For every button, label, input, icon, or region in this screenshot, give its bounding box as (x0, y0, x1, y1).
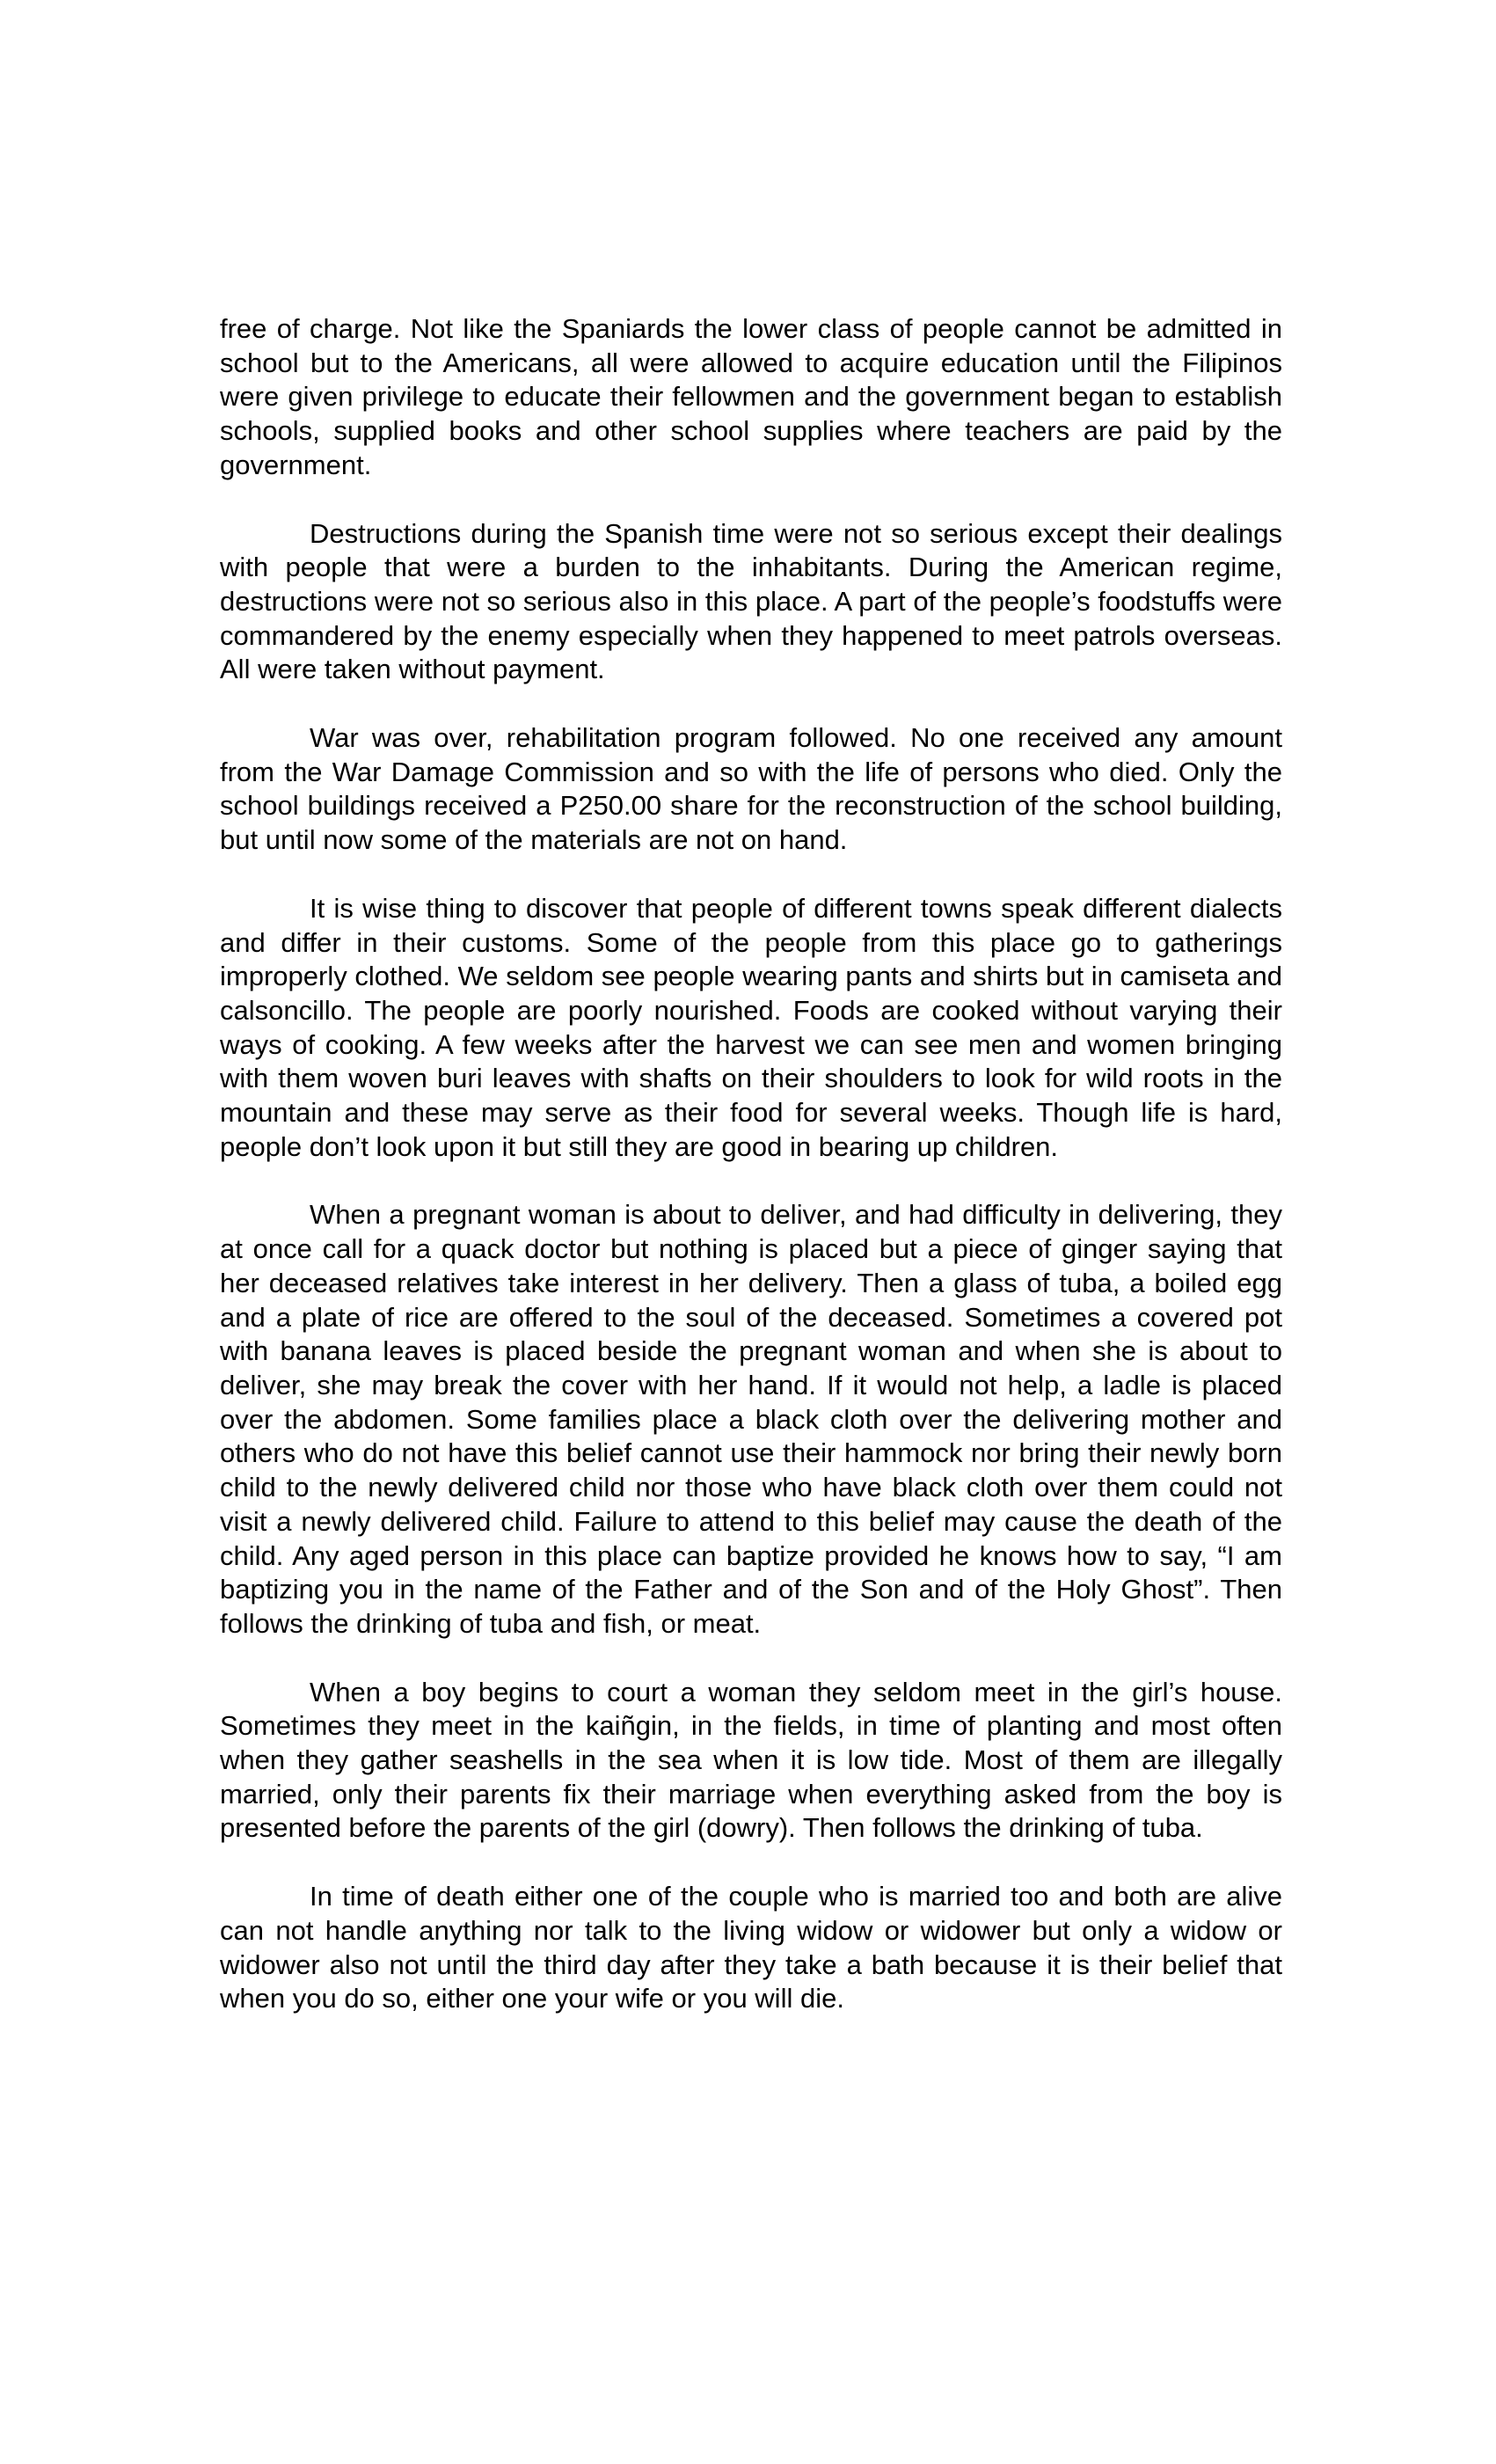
paragraph-destructions: Destructions during the Spanish time were not so serious except their dealings with people that were a burden to the inhabitants. During the American regime, destructions were not so serious also in this place. A part of the people’s foodstuffs were commandered by the enemy especially when they happened to meet patrols overseas. All were taken without payment. (220, 517, 1282, 685)
paragraph-school-education: free of charge. Not like the Spaniards the lower class of people cannot be admitted in school but to the Americans, all were allowed to acquire education until the Filipinos were given privilege to educate their fellowmen and the government began to establish schools, supplied books and other school supplies where teachers are paid by the government. (220, 313, 1282, 480)
paragraph-childbirth: When a pregnant woman is about to deliver, and had difficulty in delivering, they at once call for a quack doctor but nothing is placed but a piece of ginger saying that her deceased relatives take interest in her delivery. Then a glass of tuba, a boiled egg and a plate of rice are offered to the soul of the deceased. Sometimes a covered pot with banana leaves is placed beside the pregnant woman and when she is about to deliver, she may break the cover with her hand. If it would not help, a ladle is placed over the abdomen. Some families place a black cloth over the delivering mother and others who do not have this belief cannot use their hammock nor bring their newly born child to the newly delivered child nor those who have black cloth over them could not visit a newly delivered child. Failure to attend to this belief may cause the death of the child. Any aged person in this place can baptize provided he knows how to say, “I am baptizing you in the name of the Father and of the Son and of the Holy Ghost”. Then follows the drinking of tuba and fish, or meat. (220, 1199, 1282, 1639)
paragraph-death-customs: In time of death either one of the couple who is married too and both are alive can not handle anything nor talk to the living widow or widower but only a widow or widower also not until the third day after they take a bath because it is their belief that when you do so, either one your wife or you will die. (220, 1881, 1282, 2014)
paragraph-customs: It is wise thing to discover that people of different towns speak different dialects and differ in their customs. Some of the people from this place go to gatherings improperly clothed. We seldom see people wearing pants and shirts but in camiseta and calsoncillo. The people are poorly nourished. Foods are cooked without varying their ways of cooking. A few weeks after the harvest we can see men and women bringing with them woven buri leaves with shafts on their shoulders to look for wild roots in the mountain and these may serve as their food for several weeks. Though life is hard, people don’t look upon it but still they are good in bearing up children. (220, 892, 1282, 1162)
paragraph-courtship: When a boy begins to court a woman they seldom meet in the girl’s house. Sometimes they meet in the kaiñgin, in the fields, in time of planting and most often when they gather seashells in the sea when it is low tide. Most of them are illegally married, only their parents fix their marriage when everything asked from the boy is presented before the parents of the girl (dowry). Then follows the drinking of tuba. (220, 1676, 1282, 1844)
document-page (220, 312, 1282, 2051)
paragraph-rehabilitation: War was over, rehabilitation program followed. No one received any amount from the War Damage Commission and so with the life of persons who died. Only the school buildings received a P250.00 share for the reconstruction of the school building, but until now some of the materials are not on hand. (220, 722, 1282, 856)
